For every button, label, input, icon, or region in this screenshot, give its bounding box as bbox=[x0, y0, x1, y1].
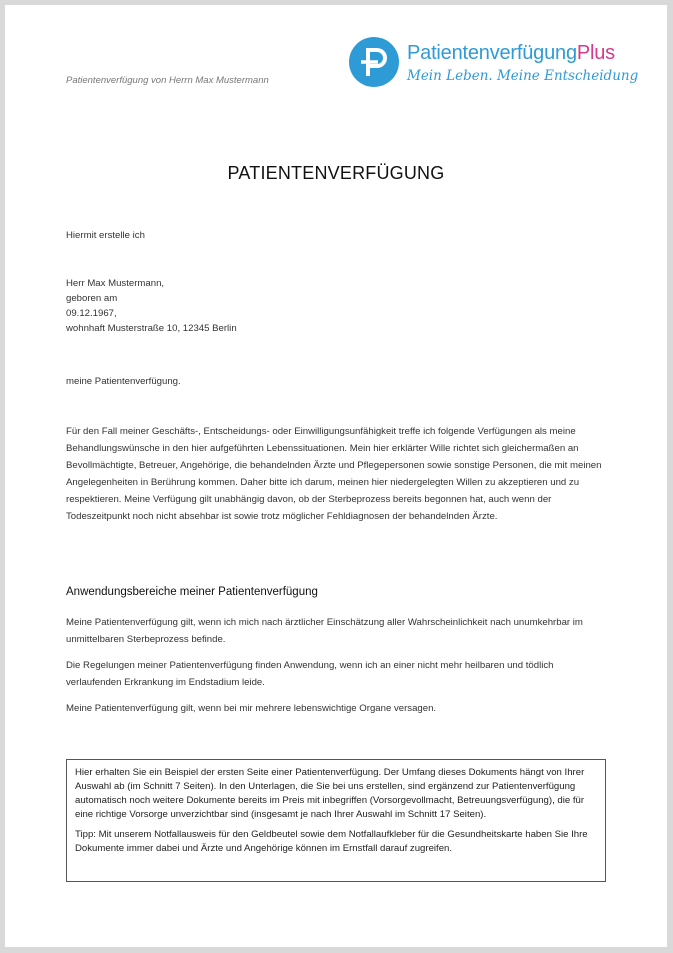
info-box-text: Hier erhalten Sie ein Beispiel der ersten Seite einer Patientenverfügung. Der Umfang dieses Dokuments hängt von Ihrer Auswahl ab (im Schnitt 7 Seiten). In den Unterlagen, die Sie bei uns erstellen, sind ergänzend zur Patientenverfügung automatisch noch weitere Dokumente bereits im Preis mit inbegriffen (Vorsorgevollmacht, Betreuungsverfügung), die für eine richtige Vorsorge unverzichtbar sind (insgesamt je nach Ihrer Auswahl im Schnitt 17 Seiten). bbox=[75, 767, 585, 820]
address-line: geboren am bbox=[66, 293, 118, 304]
brand-name-plus: Plus bbox=[576, 42, 615, 64]
brand-name bbox=[407, 42, 615, 65]
section-paragraph: Meine Patientenverfügung gilt, wenn ich mich nach ärztlicher Einschätzung aller Wahrscheinlichkeit nach unumkehrbar im unmittelbaren Sterbeprozess befinde. bbox=[66, 617, 583, 645]
main-paragraph: Für den Fall meiner Geschäfts-, Entscheidungs- oder Einwilligungsunfähigkeit treffe ich folgende Verfügungen als meine Behandlungswünsche in den hier aufgeführten Lebenssituationen. Mein hier erklärter Wille richtet sich gleichermaßen an Bevollmächtigte, Betreuer, Angehörige, die behandelnden Ärzte und Pflegepersonen sowie sonstige Personen, die mit meinen Angelegenheiten in Berührung kommen. Daher bitte ich darum, meinen hier niedergelegten Willen zu akzeptieren und zu respektieren. Meine Verfügung gilt unabhängig davon, ob der Sterbeprozess bereits begonnen hat, auch wenn der Todeszeitpunkt noch nicht absehbar ist sowie trotz möglicher Fehldiagnosen der behandelnden Ärzte. bbox=[66, 426, 602, 522]
address-line: 09.12.1967, bbox=[66, 308, 117, 319]
document-page bbox=[5, 5, 667, 947]
brand-logo bbox=[348, 36, 648, 90]
info-box-tip: Tipp: Mit unserem Notfallausweis für den Geldbeutel sowie dem Notfallaufkleber für die Gesundheitskarte haben Sie Ihre Dokumente immer dabei und Ärzte und Angehörige können im Ernstfall darauf zugreifen. bbox=[75, 829, 588, 854]
address-line: Herr Max Mustermann, bbox=[66, 278, 165, 289]
closing-text: meine Patientenverfügung. bbox=[66, 376, 181, 387]
logo-p-icon bbox=[348, 36, 400, 88]
info-box bbox=[66, 759, 606, 882]
address-line: wohnhaft Musterstraße 10, 12345 Berlin bbox=[66, 323, 237, 334]
intro-text: Hiermit erstelle ich bbox=[66, 230, 145, 241]
address-block bbox=[66, 276, 237, 336]
brand-tagline: Mein Leben. Meine Entscheidung bbox=[407, 68, 639, 84]
section-paragraph: Die Regelungen meiner Patientenverfügung finden Anwendung, wenn ich an einer nicht mehr heilbaren und tödlich verlaufenden Erkrankung im Endstadium leide. bbox=[66, 660, 554, 688]
header-note: Patientenverfügung von Herrn Max Mustermann bbox=[66, 75, 269, 86]
document-title: PATIENTENVERFÜGUNG bbox=[227, 163, 445, 183]
section-paragraph: Meine Patientenverfügung gilt, wenn bei mir mehrere lebenswichtige Organe versagen. bbox=[66, 703, 437, 714]
brand-name-main: Patientenverfügung bbox=[407, 42, 577, 64]
section-heading: Anwendungsbereiche meiner Patientenverfügung bbox=[66, 586, 318, 598]
